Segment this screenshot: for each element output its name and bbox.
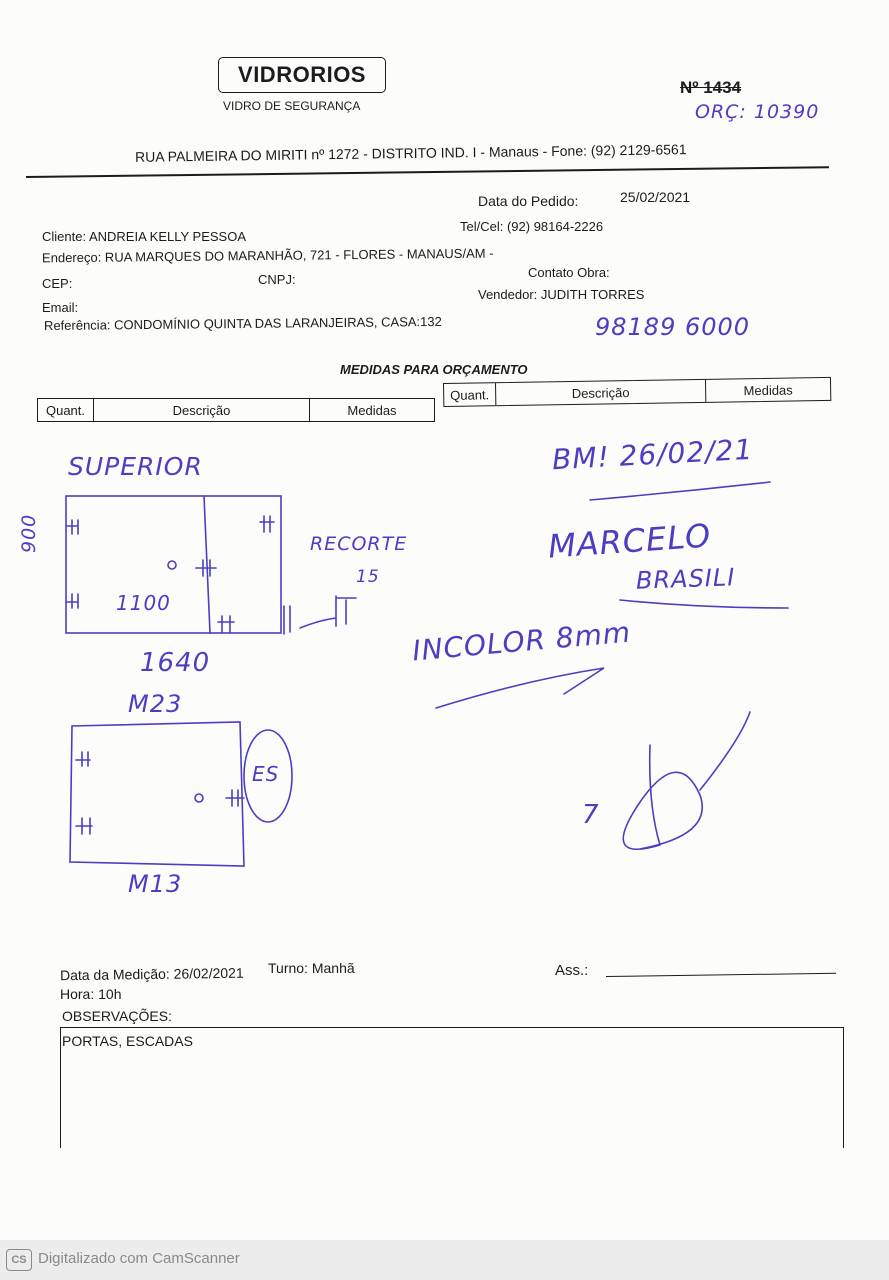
sketch-seven: 7 xyxy=(582,800,600,830)
handwritten-phone: 98189 6000 xyxy=(595,313,751,341)
col-quantity-left: Quant. xyxy=(38,399,94,421)
orc-number-handwritten: ORÇ: 10390 xyxy=(695,101,820,123)
recorte-detail xyxy=(300,596,356,628)
ink-underline xyxy=(620,600,788,608)
sketch-m23: M23 xyxy=(128,690,183,718)
camscanner-logo: CS xyxy=(6,1249,32,1271)
sketch-m13: M13 xyxy=(128,870,183,898)
measurement-time: Hora: 10h xyxy=(60,986,122,1002)
hinge-mark xyxy=(76,752,90,766)
hinge-mark xyxy=(196,560,216,576)
reference: Referência: CONDOMÍNIO QUINTA DAS LARANJEIRAS, CASA:132 xyxy=(43,313,442,334)
hinge-mark xyxy=(218,616,234,632)
sketch-height: 900 xyxy=(18,513,40,553)
sketch-bm-date: BM! 26/02/21 xyxy=(551,432,754,477)
lock-mark xyxy=(195,794,203,802)
brand-subtitle: VIDRO DE SEGURANÇA xyxy=(223,99,361,113)
measures-title: MEDIDAS PARA ORÇAMENTO xyxy=(340,362,528,377)
window-frame-top xyxy=(66,496,281,633)
order-date-value: 25/02/2021 xyxy=(620,189,691,205)
col-description-left: Descrição xyxy=(94,399,310,421)
cep-label: CEP: xyxy=(42,276,73,291)
signature-label: Ass.: xyxy=(555,962,589,979)
scanner-watermark: Digitalizado com CamScanner xyxy=(38,1250,240,1267)
sketch-recorte: RECORTE xyxy=(310,533,408,555)
hinge-mark xyxy=(76,818,92,834)
hinge-mark xyxy=(260,516,274,532)
col-quantity-right: Quant. xyxy=(444,383,496,406)
sketch-incolor: INCOLOR 8mm xyxy=(410,615,633,668)
sketch-inner-width: 1100 xyxy=(116,591,171,615)
sketch-total-width: 1640 xyxy=(140,648,211,678)
cnpj-label: CNPJ: xyxy=(258,272,296,287)
sketch-label-superior: SUPERIOR xyxy=(68,452,203,481)
hinge-mark xyxy=(66,594,78,608)
sketch-recorte-number: 15 xyxy=(356,567,380,587)
brand-logo: VIDRORIOS xyxy=(218,57,386,93)
doc-number: Nº 1434 xyxy=(680,78,742,97)
lock-mark xyxy=(168,561,176,569)
observations-label: OBSERVAÇÕES: xyxy=(62,1008,172,1024)
sketch-circled-text: ES xyxy=(252,762,280,786)
window-frame-bottom xyxy=(70,722,244,866)
hinge-mark xyxy=(284,606,290,634)
window-divider xyxy=(204,496,210,633)
order-date-label: Data do Pedido: xyxy=(478,193,579,209)
client-name: Cliente: ANDREIA KELLY PESSOA xyxy=(42,229,247,244)
observations-text: PORTAS, ESCADAS xyxy=(62,1033,193,1049)
signature-scribble xyxy=(623,712,750,849)
client-address: Endereço: RUA MARQUES DO MARANHÃO, 721 - FLORES - MANAUS/AM - xyxy=(41,245,494,266)
company-address: RUA PALMEIRA DO MIRITI nº 1272 - DISTRITO IND. I - Manaus - Fone: (92) 2129-6561 xyxy=(134,141,687,165)
contact-label: Contato Obra: xyxy=(528,265,610,280)
col-description-right: Descrição xyxy=(496,380,706,405)
col-measures-left: Medidas xyxy=(347,402,397,418)
sketch-marcelo: MARCELO xyxy=(546,516,713,566)
ink-underline xyxy=(590,482,770,500)
email-label: Email: xyxy=(42,300,79,315)
sketch-brasili: BRASILI xyxy=(635,563,736,595)
col-measures-right: Medidas xyxy=(743,382,793,398)
hinge-mark xyxy=(66,520,78,534)
measurement-date: Data da Medição: 26/02/2021 xyxy=(59,964,244,984)
ink-underline xyxy=(436,668,604,708)
seller-name: Vendedor: JUDITH TORRES xyxy=(478,287,645,302)
measurement-shift: Turno: Manhã xyxy=(268,960,355,976)
client-phone: Tel/Cel: (92) 98164-2226 xyxy=(460,219,604,234)
